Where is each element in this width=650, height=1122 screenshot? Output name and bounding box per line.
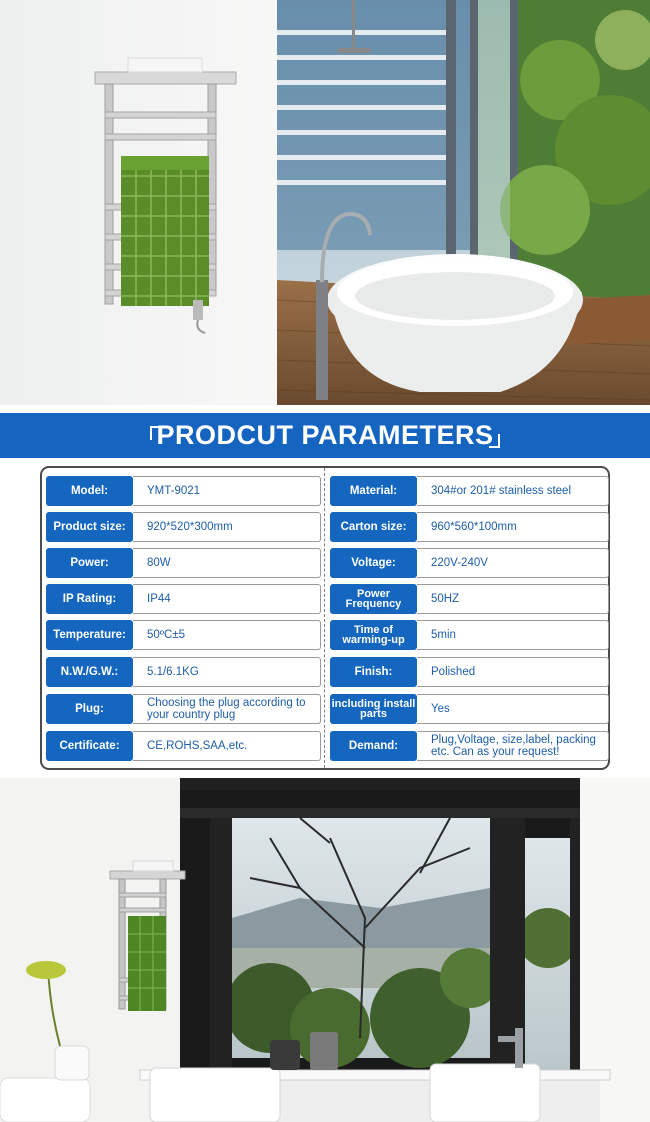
window-scene-illustration xyxy=(0,778,650,1122)
product-photo-window-bathroom xyxy=(0,778,650,1122)
param-value: 50HZ xyxy=(417,584,609,614)
param-label: including install parts xyxy=(330,694,417,724)
param-value: CE,ROHS,SAA,etc. xyxy=(133,731,321,761)
param-label: Voltage: xyxy=(330,548,417,578)
param-label: Carton size: xyxy=(330,512,417,542)
param-value: Yes xyxy=(417,694,609,724)
param-value: Polished xyxy=(417,657,609,687)
param-label: Finish: xyxy=(330,657,417,687)
param-label: Model: xyxy=(46,476,133,506)
section-banner xyxy=(0,413,650,458)
param-label: Temperature: xyxy=(46,620,133,650)
param-value: 220V-240V xyxy=(417,548,609,578)
param-value: 5min xyxy=(417,620,609,650)
param-label: Material: xyxy=(330,476,417,506)
param-value: Choosing the plug according to your country plug xyxy=(133,694,321,724)
param-value: 920*520*300mm xyxy=(133,512,321,542)
param-value: 960*560*100mm xyxy=(417,512,609,542)
column-divider xyxy=(324,468,325,768)
param-label: Time of warming-up xyxy=(330,620,417,650)
product-photo-bathroom xyxy=(0,0,650,405)
param-label: N.W./G.W.: xyxy=(46,657,133,687)
param-label: IP Rating: xyxy=(46,584,133,614)
banner-title: PRODCUT PARAMETERS xyxy=(156,420,494,450)
corner-bracket-right xyxy=(489,434,500,448)
param-value: 304#or 201# stainless steel xyxy=(417,476,609,506)
param-label: Power: xyxy=(46,548,133,578)
param-value: YMT-9021 xyxy=(133,476,321,506)
param-value: 50ºC±5 xyxy=(133,620,321,650)
param-label: Power Frequency xyxy=(330,584,417,614)
param-value: 5.1/6.1KG xyxy=(133,657,321,687)
param-label: Certificate: xyxy=(46,731,133,761)
bathroom-scene-illustration xyxy=(0,0,650,405)
param-value: 80W xyxy=(133,548,321,578)
param-label: Product size: xyxy=(46,512,133,542)
param-value: IP44 xyxy=(133,584,321,614)
param-label: Demand: xyxy=(330,731,417,761)
param-label: Plug: xyxy=(46,694,133,724)
param-value: Plug,Voltage, size,label, packing etc. Can as your request! xyxy=(417,731,609,761)
